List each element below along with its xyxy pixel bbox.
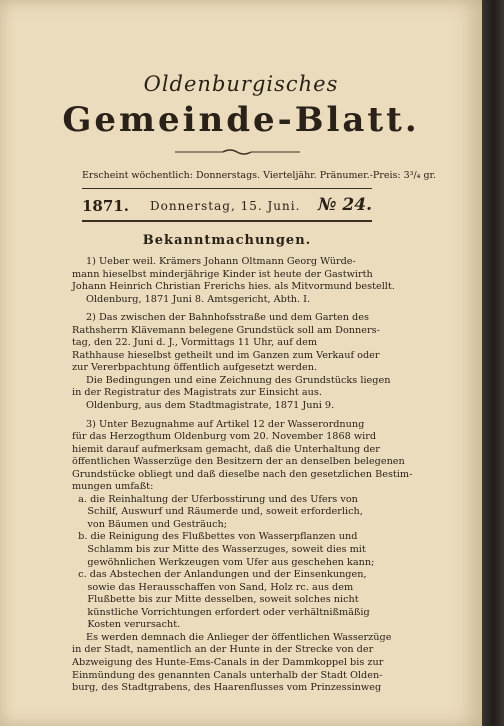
article-body [72, 256, 413, 695]
text-line: gewöhnlichen Werkzeugen vom Ufer aus geschehen kann; [72, 556, 375, 568]
text-line: öffentlichen Wasserzüge den Besitzern der an denselben belegenen [72, 456, 405, 468]
text-line: Abzweigung des Hunte-Ems-Canals in der Dammkoppel bis zur [72, 656, 384, 668]
dateline [82, 195, 372, 217]
text-line: Oldenburg, aus dem Stadtmagistrate, 1871 Juni 9. [86, 400, 335, 412]
text-line: Es werden demnach die Anlieger der öffentlichen Wasserzüge [86, 631, 392, 643]
rule-top [82, 188, 372, 189]
text-line: 3) Unter Bezugnahme auf Artikel 12 der Wasserordnung [86, 418, 365, 430]
ornament-divider [175, 148, 300, 156]
text-line: Schilf, Auswurf und Räumerde und, soweit erforderlich, [72, 506, 363, 518]
text-line: künstliche Vorrichtungen erfordert oder verhältnißmäßig [72, 606, 370, 618]
issue-year: 1871. [82, 197, 129, 215]
text-line: hiemit darauf aufmerksam gemacht, daß die Unterhaltung der [72, 443, 380, 455]
text-line: von Bäumen und Gesträuch; [72, 518, 228, 530]
text-line: Grundstücke obliegt und daß dieselbe nach den gesetzlichen Bestim- [72, 468, 413, 480]
text-line: sowie das Herausschaffen von Sand, Holz rc. aus dem [72, 581, 354, 593]
text-line: Johann Heinrich Christian Frerichs hies. als Mitvormund bestellt. [72, 281, 395, 293]
text-line: Oldenburg, 1871 Juni 8. Amtsgericht, Abth. I. [86, 293, 311, 305]
text-line: zur Vererbpachtung öffentlich aufgesetzt werden. [72, 362, 318, 374]
text-line: Schlamm bis zur Mitte des Wasserzuges, soweit dies mit [72, 544, 366, 556]
text-line: c. das Abstechen der Anlandungen und der Einsenkungen, [72, 569, 367, 581]
text-line: Die Bedingungen und eine Zeichnung des Grundstücks liegen [86, 374, 391, 386]
section-title: Bekanntmachungen. [142, 233, 312, 248]
text-line: Flußbette bis zur Mitte desselben, soweit solches nicht [72, 594, 359, 606]
text-line: Kosten verursacht. [72, 619, 181, 631]
issue-number: № 24. [318, 195, 372, 215]
text-line: in der Stadt, namentlich an der Hunte in der Strecke von der [72, 644, 374, 656]
text-line: 1) Ueber weil. Krämers Johann Oltmann Georg Würde- [86, 256, 356, 267]
text-line: in der Registratur des Magistrats zur Einsicht aus. [72, 387, 322, 399]
masthead-subtitle: Oldenburgisches [143, 72, 339, 96]
subscription-notice: Erscheint wöchentlich: Donnerstags. Vierteljähr. Pränumer.-Preis: 3³/₄ gr. [82, 170, 437, 181]
text-line: b. die Reinigung des Flußbettes von Wasserpflanzen und [72, 531, 358, 543]
text-line: mungen umfaßt: [72, 481, 154, 493]
text-line: a. die Reinhaltung der Uferbosstirung und des Ufers von [72, 493, 358, 505]
rule-bottom [82, 220, 372, 222]
book-spine [482, 0, 504, 726]
text-line: Einmündung des genannten Canals unterhalb der Stadt Olden- [72, 669, 383, 681]
text-line: Rathhause hieselbst getheilt und im Ganzen zum Verkauf oder [72, 349, 380, 361]
text-line: mann hieselbst minderjährige Kinder ist heute der Gastwirth [72, 268, 373, 280]
text-line: tag, den 22. Juni d. J., Vormittags 11 Uhr, auf dem [72, 337, 318, 349]
text-line: 2) Das zwischen der Bahnhofsstraße und dem Garten des [86, 312, 369, 324]
issue-date: Donnerstag, 15. Juni. [150, 199, 301, 213]
text-line: burg, des Stadtgrabens, des Haarenflusses vom Prinzessinweg [72, 682, 382, 694]
text-line: Rathsherrn Klävemann belegene Grundstück soll am Donners- [72, 324, 380, 336]
masthead-title: Gemeinde-Blatt. [62, 100, 420, 140]
text-line: für das Herzogthum Oldenburg vom 20. November 1868 wird [72, 431, 377, 443]
